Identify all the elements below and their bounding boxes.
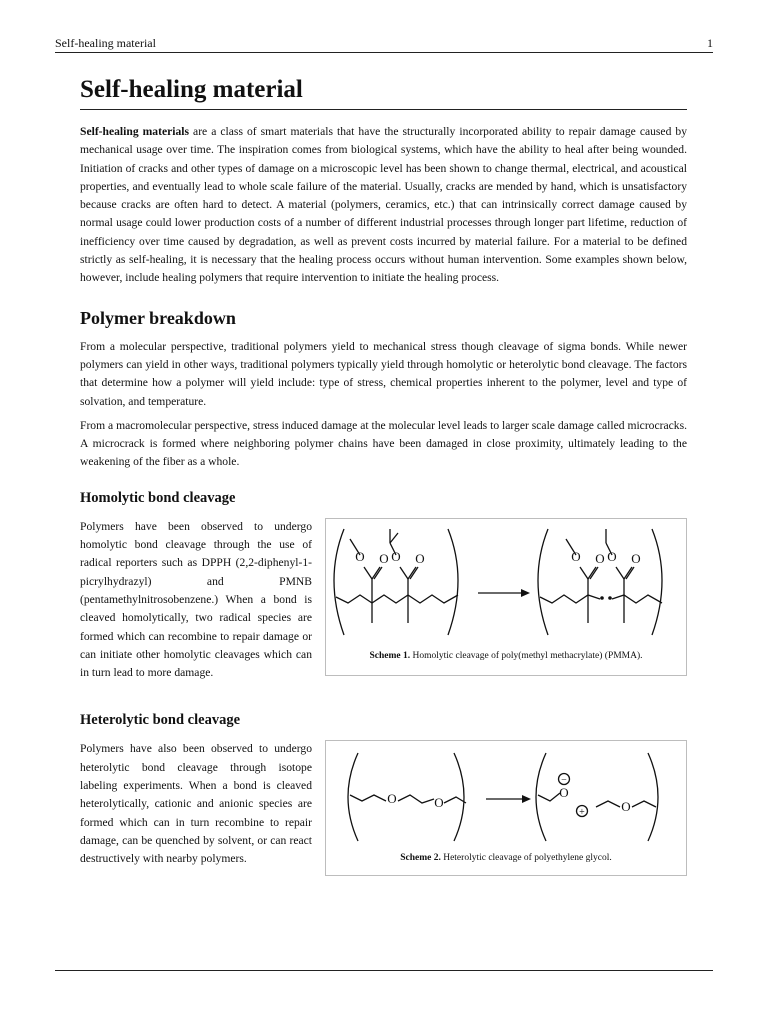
oxygen-label: O [434, 795, 444, 811]
oxygen-label: O [559, 785, 569, 801]
pmma-cleavage-diagram [326, 519, 686, 651]
polymer-breakdown-paragraph-2: From a macromolecular perspective, stress induced damage at the molecular level leads to larger scale damage called microcracks. A microcrack is formed where neighboring polymer chains have been damaged in close proximity, ultimately leading to the weakening of the fiber as a whole. [80, 418, 687, 469]
oxygen-label: O [415, 550, 425, 566]
right-bracket-close [652, 529, 662, 635]
oxygen-label: O [391, 548, 401, 564]
scheme-1-figure [325, 518, 687, 676]
section-heading-polymer-breakdown: Polymer breakdown [80, 307, 236, 328]
oxygen-label: O [621, 799, 631, 815]
oxygen-label: O [595, 550, 605, 566]
oxygen-label: O [631, 550, 641, 566]
oxygen-label: O [607, 548, 617, 564]
cation-charge-label: + [579, 807, 585, 819]
running-header [55, 36, 713, 53]
heterolytic-paragraph: Polymers have also been observed to undergo heterolytic bond cleavage through isotope labeling experiments. When a bond is cleaved heterolytically, cationic and anionic species are formed which can in turn recombine to repair damage, can be quenched by solvent, or can react destructively with nearby polymers. [80, 742, 312, 866]
page-title: Self-healing material [80, 72, 687, 110]
intro-bold-term: Self-healing materials [80, 125, 190, 138]
oxygen-label: O [379, 550, 389, 566]
heterolytic-section [80, 740, 687, 868]
intro-paragraph [80, 123, 687, 288]
right-bracket-close [648, 753, 658, 841]
page-number: 1 [707, 36, 713, 50]
section-heading-homolytic: Homolytic bond cleavage [80, 489, 236, 506]
radical-dot-1 [600, 596, 604, 600]
scheme-2-figure [325, 740, 687, 876]
footer-rule [55, 970, 713, 971]
radical-dot-2 [608, 596, 612, 600]
reaction-arrow-head [521, 589, 530, 597]
scheme-2-caption: Scheme 2. Heterolytic cleavage of polyethylene glycol. [400, 853, 612, 864]
left-bracket-open [334, 529, 344, 635]
section-heading-heterolytic: Heterolytic bond cleavage [80, 712, 241, 729]
running-title: Self-healing material [55, 36, 156, 50]
peg-cleavage-diagram [326, 741, 686, 853]
oxygen-label: O [571, 548, 581, 564]
article-body [80, 72, 687, 869]
oxygen-label: O [387, 791, 397, 807]
scheme-1-caption: Scheme 1. Homolytic cleavage of poly(methyl methacrylate) (PMMA). [369, 650, 643, 661]
anion-charge-label: − [561, 775, 567, 787]
homolytic-section [80, 518, 687, 683]
oxygen-label: O [355, 548, 365, 564]
left-bracket-close [448, 529, 458, 635]
reaction-arrow-head [522, 795, 531, 803]
right-bracket-open [538, 529, 548, 635]
polymer-breakdown-paragraph-1: From a molecular perspective, traditional polymers yield to mechanical stress though cleavage of sigma bonds. While newer polymers can yield in other ways, traditional polymers typically yield through homolytic or heterolytic bond cleavage. The factors that determine how a polymer will yield include: type of stress, chemical properties inherent to the polymer, level and type of solvation, and temperature. [80, 339, 687, 408]
homolytic-paragraph: Polymers have been observed to undergo homolytic bond cleavage through the use of radical reporters such as DPPH (2,2-diphenyl-1-picrylhydrazyl) and PMNB (pentamethylnitrosobenzene.) When a bond is cleaved homolytically, two radical species are formed which can recombine to repair damage or can initiate other homolytic cleavages which can in turn lead to more damage. [80, 519, 312, 680]
intro-text: are a class of smart materials that have the structurally incorporated ability to repair damage caused by mechanical usage over time. The inspiration comes from biological systems, which have the ability to heal after being wounded. Initiation of cracks and other types of damage on a microscopic level has been shown to change thermal, electrical, and acoustical properties, and eventually lead to whole scale failure of the material. Usually, cracks are mended by hand, which is unsatisfactory because cracks are often hard to detect. A material (polymers, ceramics, etc.) that can intrinsically correct damage caused by normal usage could lower production costs of a number of different industrial processes through longer part lifetime, reduction of inefficiency over time caused by degradation, as well as prevent costs incurred by material failure. For a material to be defined strictly as self-healing, it is necessary that the healing process occurs without human intervention. Some examples shown below, however, include healing polymers that require intervention to initiate the healing process. [80, 125, 687, 285]
